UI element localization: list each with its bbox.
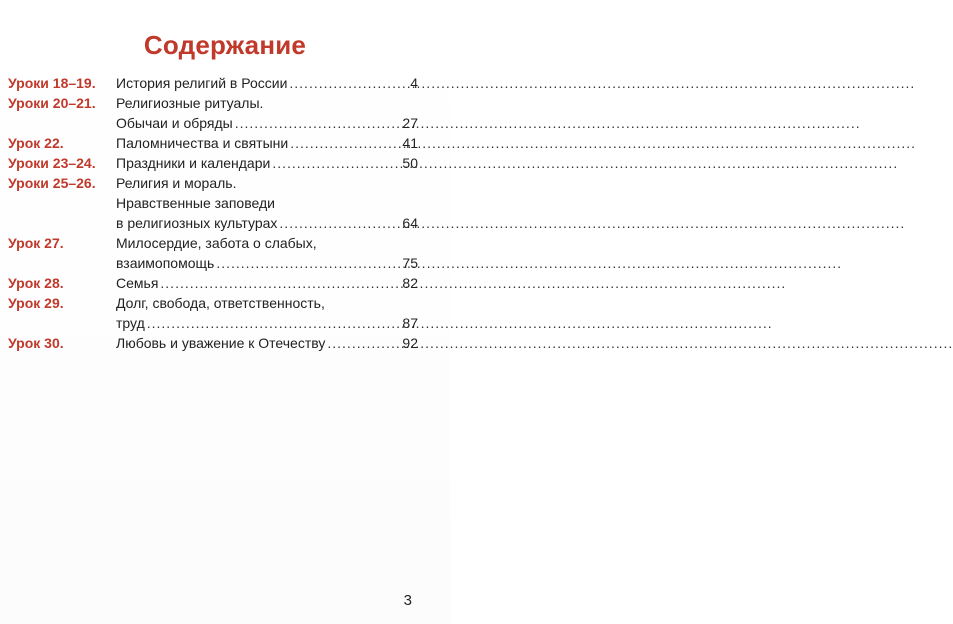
toc-line bbox=[8, 215, 418, 235]
page-ref: 92 bbox=[402, 335, 418, 351]
page-ref: 27 bbox=[402, 115, 418, 131]
toc-entry bbox=[8, 335, 418, 355]
toc-entry bbox=[8, 95, 418, 135]
toc-entry bbox=[8, 295, 418, 335]
dot-leader bbox=[279, 215, 398, 231]
lesson-label: Урок 28. bbox=[8, 275, 64, 291]
topic-text: Обычаи и обряды bbox=[116, 115, 233, 131]
dot-leader bbox=[327, 335, 398, 351]
lesson-label: Уроки 23–24. bbox=[8, 155, 96, 171]
page-title: Содержание bbox=[143, 30, 307, 60]
page-ref: 82 bbox=[402, 275, 418, 291]
topic-text: Религиозные ритуалы. bbox=[116, 95, 264, 111]
toc-entry bbox=[8, 235, 418, 275]
lesson-label: Урок 22. bbox=[8, 135, 64, 151]
toc-entry bbox=[8, 75, 418, 95]
dot-leader bbox=[290, 135, 398, 151]
dot-leader bbox=[216, 255, 398, 271]
table-of-contents bbox=[8, 75, 418, 355]
dot-leader bbox=[160, 275, 398, 291]
toc-line bbox=[8, 195, 418, 215]
page-number: 3 bbox=[403, 592, 412, 609]
toc-line bbox=[8, 315, 418, 335]
page-ref: 4 bbox=[410, 75, 418, 91]
toc-line bbox=[8, 155, 418, 175]
page-ref: 41 bbox=[402, 135, 418, 151]
toc-line bbox=[8, 235, 418, 255]
toc-line bbox=[8, 135, 418, 155]
toc-line bbox=[8, 335, 418, 355]
toc-line bbox=[8, 255, 418, 275]
lesson-label: Уроки 18–19. bbox=[8, 75, 96, 91]
lesson-label: Урок 27. bbox=[8, 235, 64, 251]
toc-entry bbox=[8, 175, 418, 235]
toc-entry bbox=[8, 135, 418, 155]
topic-text: в религиозных культурах bbox=[116, 215, 278, 231]
page-ref: 64 bbox=[402, 215, 418, 231]
toc-line bbox=[8, 275, 418, 295]
topic-text: взаимопомощь bbox=[116, 255, 215, 271]
lesson-label: Уроки 25–26. bbox=[8, 175, 96, 191]
topic-text: Праздники и календари bbox=[116, 155, 271, 171]
lesson-label: Урок 30. bbox=[8, 335, 64, 351]
topic-text: труд bbox=[116, 315, 145, 331]
dot-leader bbox=[147, 315, 398, 331]
topic-text: Долг, свобода, ответственность, bbox=[116, 295, 325, 311]
page-ref: 50 bbox=[402, 155, 418, 171]
dot-leader bbox=[235, 115, 398, 131]
topic-text: Милосердие, забота о слабых, bbox=[116, 235, 317, 251]
toc-line bbox=[8, 95, 418, 115]
topic-text: Нравственные заповеди bbox=[116, 195, 275, 211]
dot-leader bbox=[272, 155, 398, 171]
topic-text: История религий в России bbox=[116, 75, 288, 91]
lesson-label: Урок 29. bbox=[8, 295, 64, 311]
dot-leader bbox=[289, 75, 398, 91]
toc-line bbox=[8, 75, 418, 95]
toc-line bbox=[8, 115, 418, 135]
topic-text: Религия и мораль. bbox=[116, 175, 237, 191]
toc-line bbox=[8, 175, 418, 195]
toc-entry bbox=[8, 275, 418, 295]
toc-entry bbox=[8, 155, 418, 175]
page-ref: 87 bbox=[402, 315, 418, 331]
topic-text: Любовь и уважение к Отечеству bbox=[116, 335, 326, 351]
lesson-label: Уроки 20–21. bbox=[8, 95, 96, 111]
topic-text: Семья bbox=[116, 275, 159, 291]
topic-text: Паломничества и святыни bbox=[116, 135, 289, 151]
page-ref: 75 bbox=[402, 255, 418, 271]
book-page bbox=[0, 0, 450, 624]
toc-line bbox=[8, 295, 418, 315]
